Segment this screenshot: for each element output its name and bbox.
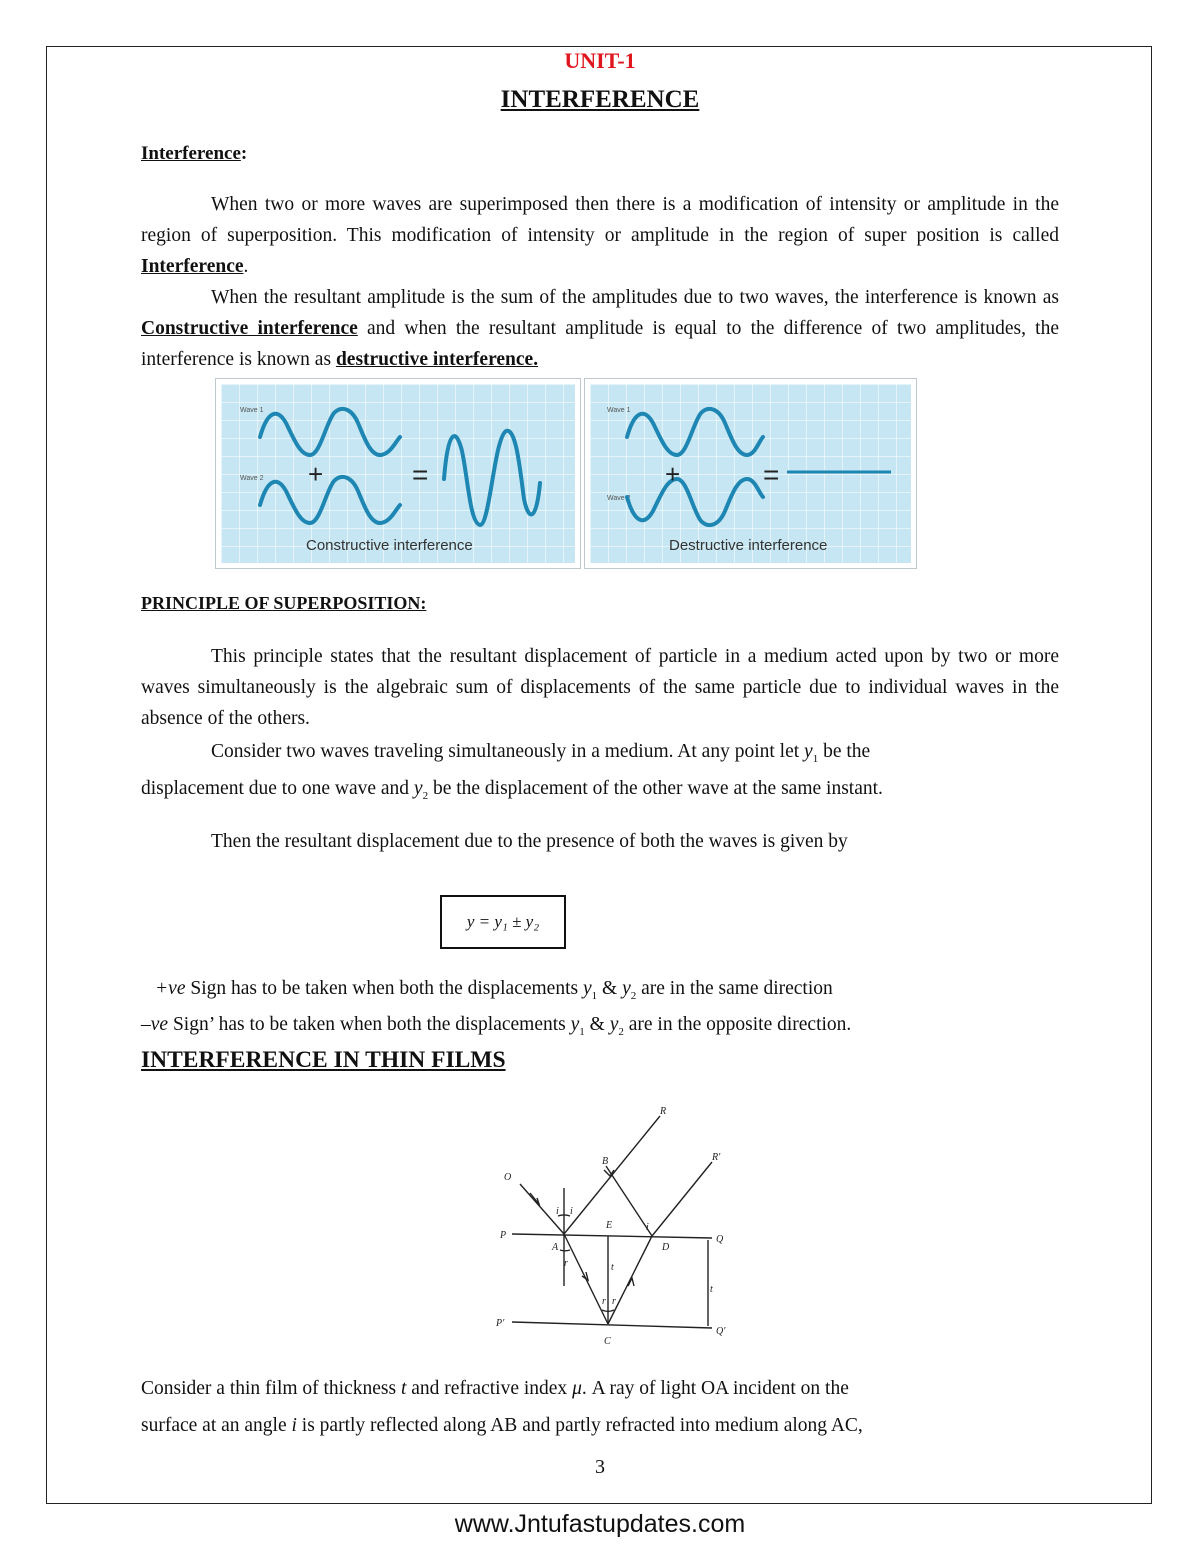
label-e: E (606, 1220, 613, 1231)
resultant-text: Then the resultant displacement due to the presence of both the waves is given by (211, 831, 848, 852)
label-r-prime: R′ (712, 1152, 721, 1163)
label-r-2: r (602, 1296, 606, 1307)
label-i-2: i (570, 1206, 573, 1217)
plus-ve-symbol: +ve (155, 978, 186, 999)
bottom-surface-line (512, 1322, 712, 1328)
thin-film-text-e: is partly reflected along AB and partly refracted into medium along AC, (296, 1415, 863, 1436)
label-b: B (602, 1156, 609, 1167)
resultant-line (141, 826, 1059, 857)
website-link[interactable]: www.Jntufastupdates.com (454, 1510, 746, 1538)
thin-film-heading: INTERFERENCE IN THIN FILMS (141, 1047, 506, 1073)
constructive-figure (215, 378, 581, 569)
interference-heading-text: Interference (141, 143, 241, 164)
label-r-1: r (564, 1258, 568, 1269)
consider-line (141, 736, 1059, 775)
y2-symbol: y (622, 978, 631, 999)
minus-ve-line (141, 1014, 851, 1038)
y2-subscript: 2 (618, 1025, 624, 1038)
wave2-label: Wave 2 (607, 495, 631, 502)
intro-p1-end: . (243, 256, 249, 277)
equals-symbol: = (412, 459, 429, 490)
ampersand: & (584, 1014, 610, 1035)
intro-p2-text-b: and when the resultant amplitude is equal to the difference of two amplitudes, the interference is known as (141, 318, 1059, 370)
y2-subscript: 2 (422, 789, 429, 802)
page-title: INTERFERENCE (500, 86, 700, 113)
superposition-paragraph (141, 641, 1059, 734)
thin-film-paragraph-2 (141, 1410, 1059, 1441)
plus-symbol: + (308, 459, 324, 489)
opposite-direction-text: are in the opposite direction. (623, 1014, 852, 1035)
thin-film-paragraph-1 (141, 1373, 1059, 1404)
consider-text-end: be the (818, 741, 871, 762)
wave1-label: Wave 1 (607, 407, 631, 414)
ampersand: & (597, 978, 623, 999)
minus-ve-symbol: –ve (141, 1014, 169, 1035)
label-q-prime: Q′ (716, 1326, 726, 1337)
wave2-curve (260, 477, 400, 523)
wave1-label: Wave 1 (240, 407, 264, 414)
label-t-2: t (710, 1284, 713, 1295)
label-i-1: i (556, 1206, 559, 1217)
equals-symbol: = (763, 459, 780, 490)
top-surface-line (512, 1234, 712, 1238)
label-a: A (552, 1242, 559, 1253)
y1-symbol: y (570, 1014, 580, 1035)
label-i-3: i (646, 1222, 649, 1233)
label-d: D (662, 1242, 670, 1253)
heading-colon: : (240, 143, 248, 164)
y2-symbol: y (413, 778, 423, 799)
intro-paragraph-2 (141, 282, 1059, 375)
label-o: O (504, 1172, 512, 1183)
plus-ve-text: Sign has to be taken when both the displacements (185, 978, 583, 999)
term-interference: Interference (141, 256, 244, 277)
displacement-line (141, 773, 1059, 812)
sum-wave-curve (444, 431, 540, 525)
constructive-caption: Constructive interference (306, 537, 473, 554)
thin-film-diagram (490, 1100, 750, 1350)
label-r: R (660, 1106, 667, 1117)
label-t-1: t (611, 1262, 614, 1273)
plus-symbol: + (665, 459, 681, 489)
wave1-curve (627, 409, 763, 455)
same-direction-text: are in the same direction (636, 978, 833, 999)
t-symbol: t (400, 1378, 407, 1399)
consider-text: Consider two waves traveling simultaneously in a medium. At any point let (211, 741, 805, 762)
mu-symbol: μ (572, 1378, 582, 1399)
angle-r-arc (560, 1250, 570, 1251)
label-q: Q (716, 1234, 724, 1245)
displacement-text-end: be the displacement of the other wave at the same instant. (428, 778, 883, 799)
wave1-curve (260, 409, 400, 455)
destructive-figure (584, 378, 917, 569)
y1-subscript: 1 (579, 1025, 585, 1038)
displacement-text: displacement due to one wave and (141, 778, 414, 799)
y2-symbol: y (609, 1014, 619, 1035)
superposition-equation: y = y₁ ± y₂ (440, 895, 566, 949)
superposition-p1: This principle states that the resultant displacement of particle in a medium acted upon by two or more waves simultaneously is the algebraic sum of displacements of the same particle due to individual waves in the absence of the others. (141, 646, 1059, 729)
destructive-caption: Destructive interference (669, 537, 828, 554)
plus-ve-line (141, 978, 833, 1002)
label-p-prime: P′ (496, 1318, 505, 1329)
thin-film-text-b: and refractive index (406, 1378, 573, 1399)
y1-symbol: y (804, 741, 813, 762)
intro-paragraph-1 (141, 189, 1059, 282)
thin-film-text-a: Consider a thin film of thickness (141, 1378, 401, 1399)
intro-p2-text-a: When the resultant amplitude is the sum of the amplitudes due to two waves, the interference is known as (211, 287, 1059, 308)
y1-subscript: 1 (812, 752, 819, 765)
thin-film-text-d: surface at an angle (141, 1415, 292, 1436)
y1-symbol: y (582, 978, 592, 999)
superposition-heading: PRINCIPLE OF SUPERPOSITION: (141, 593, 427, 613)
wave2-label: Wave 2 (240, 475, 264, 482)
page-number: 3 (595, 1456, 605, 1478)
label-p: P (500, 1230, 507, 1241)
intro-p1-text: When two or more waves are superimposed then there is a modification of intensity or amplitude in the region of superposition. This modification of intensity or amplitude in the region of super position is called (141, 194, 1059, 246)
label-c: C (604, 1336, 611, 1347)
label-r-3: r (612, 1296, 616, 1307)
angle-i-symbol: i (291, 1415, 297, 1436)
y1-subscript: 1 (591, 989, 598, 1002)
ray-cd (608, 1236, 652, 1324)
y2-subscript: 2 (630, 989, 637, 1002)
term-destructive: destructive interference. (335, 349, 539, 370)
ray-dr2 (652, 1162, 712, 1236)
minus-ve-text: Sign’ has to be taken when both the displacements (168, 1014, 571, 1035)
unit-label: UNIT-1 (564, 48, 636, 73)
wave2-curve (627, 479, 763, 525)
thin-film-text-c: . A ray of light OA incident on the (581, 1378, 849, 1399)
interference-heading (141, 143, 247, 165)
term-constructive: Constructive interference (141, 318, 358, 339)
